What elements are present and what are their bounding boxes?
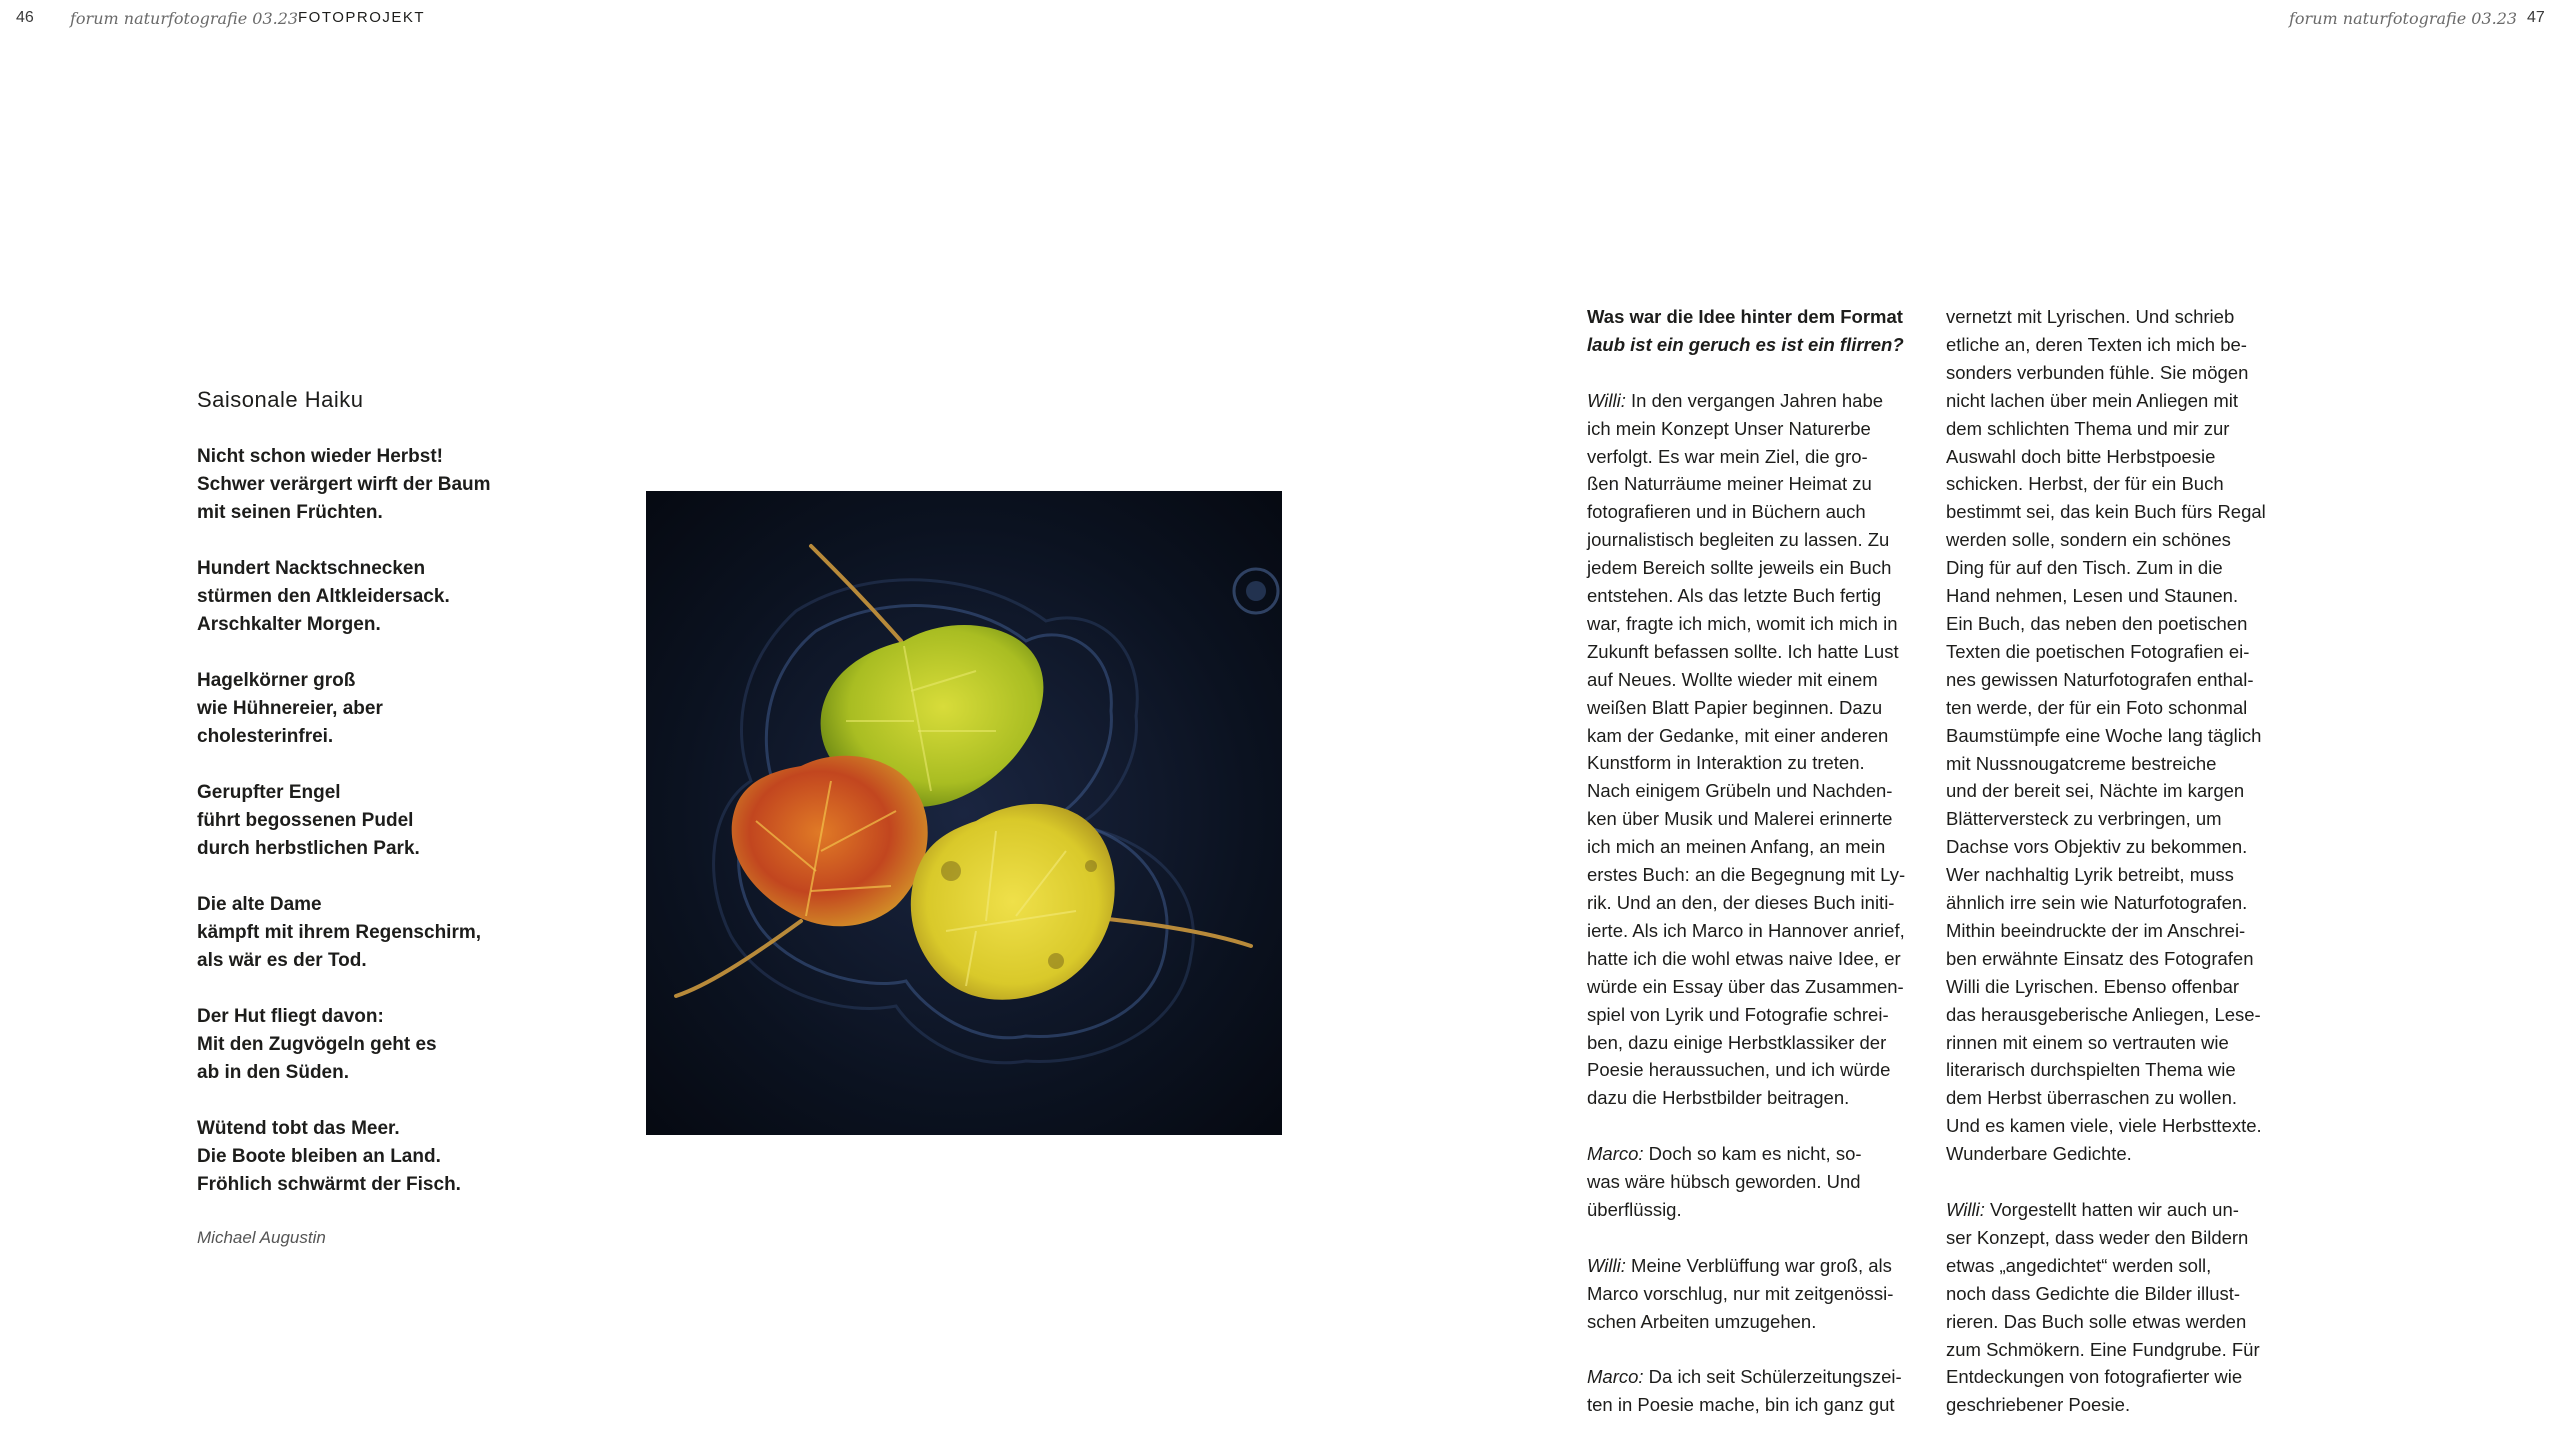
right-page-number: 47 [2527, 9, 2545, 26]
haiku-poems [197, 443, 597, 1227]
paragraph-text: Doch so kam es nicht, so- was wäre hübsch geworden. Und überflüssig. [1587, 1143, 1862, 1220]
haiku-line: Der Hut fliegt davon: [197, 1006, 384, 1027]
interview-paragraph [1946, 303, 2291, 1168]
haiku-line: ab in den Süden. [197, 1062, 350, 1083]
left-page-number: 46 [16, 9, 34, 26]
section-label: FOTOPROJEKT [298, 9, 426, 26]
haiku-line: durch herbstlichen Park. [197, 838, 420, 859]
autumn-leaves-illustration [646, 491, 1282, 1135]
interview-paragraph [1587, 387, 1932, 1113]
interview-paragraph [1587, 1140, 1932, 1224]
interview-question: Was war die Idee hinter dem Format [1587, 306, 1903, 327]
haiku-line: Wütend tobt das Meer. [197, 1118, 400, 1139]
haiku-line: wie Hühnereier, aber [197, 698, 383, 719]
interview-paragraph [1587, 1252, 1932, 1336]
interview-question-subtitle: laub ist ein geruch es ist ein flirren? [1587, 333, 1904, 355]
haiku-line: Schwer verärgert wirft der Baum [197, 474, 491, 495]
haiku-stanza [197, 555, 597, 639]
haiku-line: Arschkalter Morgen. [197, 614, 381, 635]
autumn-leaves-photo [646, 491, 1282, 1135]
haiku-line: kämpft mit ihrem Regenschirm, [197, 922, 482, 943]
speaker-name: Willi: [1946, 1198, 1985, 1220]
interview-right-paragraphs [1946, 303, 2291, 1419]
haiku-line: Nicht schon wieder Herbst! [197, 446, 443, 467]
haiku-stanza [197, 667, 597, 751]
interview-paragraph [1587, 1363, 1932, 1419]
haiku-stanza [197, 779, 597, 863]
right-running-title: forum naturfotografie 03.23 [2289, 9, 2518, 28]
speaker-name: Marco: [1587, 1366, 1644, 1388]
haiku-stanza [197, 891, 597, 975]
left-running-title: forum naturfotografie 03.23 [70, 9, 299, 28]
paragraph-text: Vorgestellt hatten wir auch un- ser Konzept, dass weder den Bildern etwas „angedichtet“ werden soll, noch dass Gedichte die Bilder illust- rieren. Das Buch solle etwas werden zum Schmökern. Eine Fundgrube. Für Entdeckungen von fotografierter wie geschriebener Poesie. [1946, 1198, 2260, 1416]
interview-column-right [1946, 303, 2291, 1447]
haiku-line: Fröhlich schwärmt der Fisch. [197, 1174, 461, 1195]
haiku-stanza [197, 1115, 597, 1199]
haiku-line: Hagelkörner groß [197, 670, 356, 691]
haiku-line: führt begossenen Pudel [197, 810, 414, 831]
haiku-line: Gerupfter Engel [197, 782, 341, 803]
paragraph-text: Meine Verblüffung war groß, als Marco vorschlug, nur mit zeitgenössi- schen Arbeiten umzugehen. [1587, 1254, 1894, 1332]
haiku-line: cholesterinfrei. [197, 726, 334, 747]
speaker-name: Willi: [1587, 1254, 1626, 1276]
interview-paragraph [1946, 1196, 2291, 1419]
interview-column-left [1587, 303, 1932, 1447]
haiku-line: stürmen den Altkleidersack. [197, 586, 450, 607]
paragraph-text: In den vergangen Jahren habe ich mein Konzept Unser Naturerbe verfolgt. Es war mein Ziel, die gro- ßen Naturräume meiner Heimat zu fotografieren und in Büchern auch journalistisch begleiten zu lassen. Zu jedem Bereich sollte jeweils ein Buch entstehen. Als das letzte Buch fertig war, fragte ich mich, womit ich mich in Zukunft befassen sollte. Ich hatte Lust auf Neues. Wollte wieder mit einem weißen Blatt Papier beginnen. Dazu kam der Gedanke, mit einer anderen Kunstform in Interaktion zu treten. Nach einigem Grübeln und Nachden- ken über Musik und Malerei erinnerte ich mich an meinen Anfang, an mein erstes Buch: an die Begegnung mit Ly- rik. Und an den, der dieses Buch initi- ierte. Als ich Marco in Hannover anrief, hatte ich die wohl etwas naive Idee, er würde ein Essay über das Zusammen- spiel von Lyrik und Fotografie schrei- ben, dazu einige Herbstklassiker der Poesie heraussuchen, und ich würde dazu die Herbstbilder beitragen. [1587, 389, 1906, 1109]
haiku-line: Die Boote bleiben an Land. [197, 1146, 441, 1167]
haiku-line: als wär es der Tod. [197, 950, 367, 971]
haiku-line: mit seinen Früchten. [197, 502, 383, 523]
haiku-line: Die alte Dame [197, 894, 322, 915]
haiku-author: Michael Augustin [197, 1228, 326, 1247]
interview-left-paragraphs [1587, 387, 1932, 1419]
paragraph-text: vernetzt mit Lyrischen. Und schrieb etliche an, deren Texten ich mich be- sonders verbunden fühle. Sie mögen nicht lachen über mein Anliegen mit dem schlichten Thema und mir zur Auswahl doch bitte Herbstpoesie schicken. Herbst, der für ein Buch bestimmt sei, das kein Buch fürs Regal werden solle, sondern ein schönes Ding für auf den Tisch. Zum in die Hand nehmen, Lesen und Staunen. Ein Buch, das neben den poetischen Texten die poetischen Fotografien ei- nes gewissen Naturfotografen enthal- ten werde, der für ein Foto schonmal Baumstümpfe eine Woche lang täglich mit Nussnougatcreme bestreiche und der bereit sei, Nächte im kargen Blätterversteck zu verbringen, um Dachse vors Objektiv zu bekommen. Wer nachhaltig Lyrik betreibt, muss ähnlich irre sein wie Naturfotografen. Mithin beeindruckte der im Anschrei- ben erwähnte Einsatz des Fotografen Willi die Lyrischen. Ebenso offenbar das herausgeberische Anliegen, Lese- rinnen mit einem so vertrauten wie literarisch durchspielten Thema wie dem Herbst überraschen zu wollen. Und es kamen viele, viele Herbsttexte. Wunderbare Gedichte. [1946, 306, 2266, 1165]
haiku-stanza [197, 1003, 597, 1087]
haiku-line: Hundert Nacktschnecken [197, 558, 426, 579]
speaker-name: Willi: [1587, 389, 1626, 411]
haiku-title: Saisonale Haiku [197, 387, 364, 412]
paragraph-text: Da ich seit Schülerzeitungszei- ten in Poesie mache, bin ich ganz gut [1587, 1366, 1902, 1416]
haiku-stanza [197, 443, 597, 527]
haiku-line: Mit den Zugvögeln geht es [197, 1034, 437, 1055]
speaker-name: Marco: [1587, 1143, 1644, 1165]
